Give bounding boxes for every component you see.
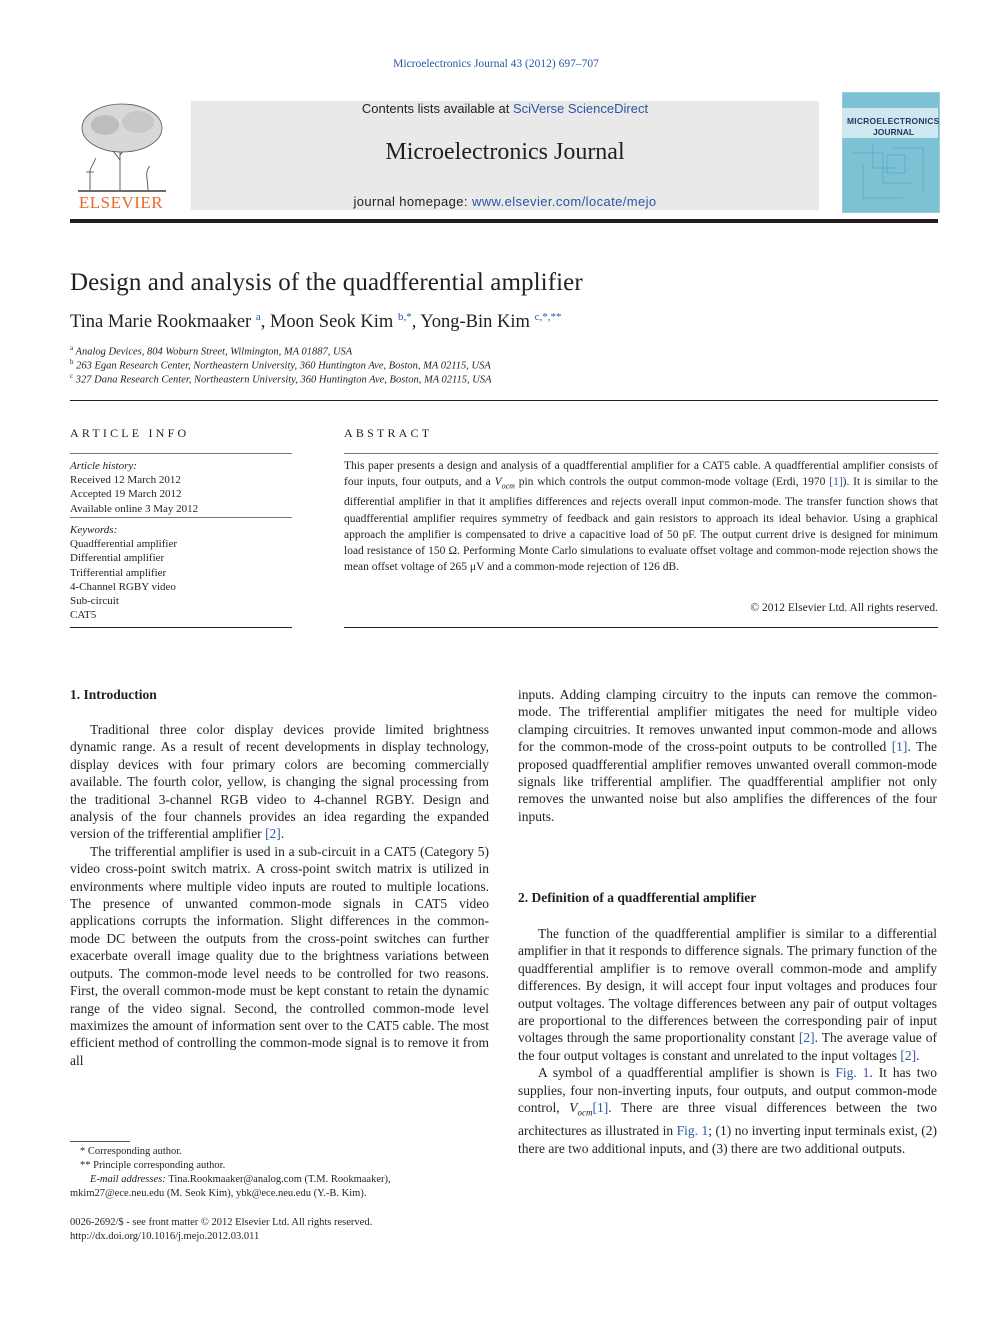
history-accepted: Accepted 19 March 2012: [70, 488, 182, 501]
email-label: E-mail addresses:: [90, 1174, 169, 1185]
journal-title: Microelectronics Journal: [385, 139, 625, 165]
history-divider: [70, 517, 292, 518]
contents-prefix: Contents lists available at: [361, 101, 513, 116]
journal-reference[interactable]: Microelectronics Journal 43 (2012) 697–707: [393, 58, 599, 70]
abstract-bottom-divider: [344, 627, 938, 628]
author-separator: ,: [260, 312, 270, 333]
email-line: [70, 1173, 489, 1187]
history-received: Received 12 March 2012: [70, 474, 181, 487]
paragraph: The trifferential amplifier is used in a sub-circuit in a CAT5 (Category 5) video cross-point switch matrix. A cross-point switch matrix is utilized in environments where multiple video inputs are routed to multiple locations. The presence of unwanted common-mode signals in CAT5 video applications corrupts the information. Slight differences in the common-mode DC between the outputs from the cross-point switches can further exacerbate overall image quality due to the brightness variations between outputs. The common-mode level needs to be controlled for two reasons. First, the overall common-mode must be kept constant to retain the dynamic range of the video signal. Second, the controlled common-mode level maximizes the amount of information sent over to the CAT5 cable. The most efficient method of controlling the common-mode signal is to remove it from all: [70, 843, 489, 1068]
keywords-label: Keywords:: [70, 524, 118, 536]
cover-title-line1: MICROELECTRONICS: [847, 116, 940, 126]
homepage-prefix: journal homepage:: [353, 194, 472, 209]
citation-link[interactable]: [1]: [592, 1100, 609, 1116]
history-label: Article history:: [70, 460, 137, 472]
affiliation-text: Analog Devices, 804 Woburn Street, Wilmington, MA 01887, USA: [75, 346, 353, 358]
text-run: ; (1) no inverting input terminals exist, (2) there are two additional inputs, and (3) there are two additional outputs.: [518, 1123, 937, 1156]
author-separator: ,: [411, 312, 421, 333]
author-name: Yong-Bin Kim: [420, 312, 530, 333]
footnote-corresponding: * Corresponding author.: [80, 1146, 182, 1157]
title-divider: [70, 400, 938, 401]
author-name: Tina Marie Rookmaaker: [70, 312, 252, 333]
history-online: Available online 3 May 2012: [70, 502, 199, 515]
vocm-symbol: [494, 476, 515, 491]
abstract-heading: ABSTRACT: [344, 426, 433, 440]
figure-link[interactable]: Fig. 1: [676, 1123, 709, 1139]
affiliation-text: 263 Egan Research Center, Northeastern University, 360 Huntington Ave, Boston, MA 02115, USA: [76, 360, 491, 372]
article-info-divider: [70, 453, 292, 454]
text-run: . There are three visual differences between the two architectures as illustrated in: [518, 1100, 937, 1139]
abstract-part: pin which controls the output common-mode voltage (Erdi, 1970: [514, 476, 830, 489]
citation-link[interactable]: [2]: [265, 826, 281, 842]
text-run: . The average value of the four output voltages is constant and unrelated to the input voltages: [518, 1030, 937, 1063]
cover-title-line2: JOURNAL: [873, 127, 915, 137]
citation-link[interactable]: [1]: [829, 476, 843, 489]
keywords-divider: [70, 627, 292, 628]
abstract-copyright: © 2012 Elsevier Ltd. All rights reserved.: [750, 602, 938, 614]
keyword-item: Differential amplifier: [70, 552, 165, 565]
right-column-continuation: [518, 686, 937, 825]
abstract-part: This paper presents a design and analysis of a quadfferential amplifier for a CAT5 cable. A quadfferential amplifier consists of four inputs, four outputs, and a: [344, 460, 938, 489]
sciencedirect-link[interactable]: SciVerse ScienceDirect: [512, 101, 649, 116]
footnote-rule: [70, 1141, 130, 1142]
footnote-principal: ** Principle corresponding author.: [80, 1160, 226, 1171]
vocm-sub: ocm: [577, 1107, 593, 1118]
paper-title: Design and analysis of the quadfferential amplifier: [70, 269, 583, 296]
article-history: [70, 459, 198, 516]
keyword-item: CAT5: [70, 609, 97, 622]
text-run: . It has two supplies, four non-inverting inputs, four outputs, and output common-mode control,: [518, 1065, 937, 1116]
footnotes: [70, 1145, 489, 1201]
keyword-item: Sub-circuit: [70, 595, 119, 608]
homepage-link[interactable]: www.elsevier.com/locate/mejo: [471, 194, 657, 209]
keyword-item: Quadfferential amplifier: [70, 538, 177, 551]
author-affiliation-mark[interactable]: c,*,**: [534, 311, 562, 323]
header-divider: [70, 219, 938, 223]
section-heading-introduction: 1. Introduction: [70, 687, 157, 702]
text-run: . The proposed quadfferential amplifier removes unwanted overall common-mode signals like trifferential amplifier. The quadfferential amplifier not only removes the unwanted noise but also amplifies the differences of the four inputs.: [518, 739, 937, 824]
keyword-item: Trifferential amplifier: [70, 566, 167, 579]
definition-text: [518, 925, 937, 1157]
affiliation-text: 327 Dana Research Center, Northeastern University, 360 Huntington Ave, Boston, MA 02115, USA: [75, 374, 492, 386]
email-addresses[interactable]: Tina.Rookmaaker@analog.com (T.M. Rookmaaker),: [168, 1174, 391, 1185]
text-run: A symbol of a quadfferential amplifier is shown is: [538, 1065, 836, 1081]
contents-line: [191, 101, 819, 116]
text-run: .: [280, 826, 285, 842]
figure-link[interactable]: Fig. 1: [835, 1065, 870, 1081]
abstract-part: ). It is similar to the differential amplifier in that it amplifies differences and rejects overall input common-mode. The transfer function shows that quadfferential amplifier requires symmetry of feedback and gain resistors to approach its ideal behavior. Using a graphical approach the amplifier is compensated to drive a capacitive load of 50 pF. The output current drive is designed for minimum load resistance of 150 Ω. Performing Monte Carlo simulations to evaluate offset voltage and common-mode rejection shows the mean offset voltage of 265 μV and a common-mode rejection of 126 dB.: [344, 476, 939, 573]
elsevier-wordmark: ELSEVIER: [78, 193, 164, 212]
article-info-heading: ARTICLE INFO: [70, 426, 190, 440]
email-line-2[interactable]: mkim27@ece.neu.edu (M. Seok Kim), ybk@ece.neu.edu (Y.-B. Kim).: [70, 1188, 367, 1199]
affiliation: [70, 372, 492, 386]
issn-line: 0026-2692/$ - see front matter © 2012 Elsevier Ltd. All rights reserved.: [70, 1217, 373, 1228]
citation-link[interactable]: [2]: [900, 1047, 917, 1063]
abstract-divider: [344, 453, 938, 454]
affiliation-mark: b: [70, 358, 74, 366]
text-run: Traditional three color display devices provide limited brightness dynamic range. As a result of recent developments in display technology, display devices with four primary colors are becoming commercially available. The fourth color, yellow, is changing the signal processing from the traditional 3-channel RGB video to 4-channel RGBY. Design and analysis of the four channels provides an idea regarding the expanded version of the trifferential amplifier: [70, 722, 489, 842]
section-heading-definition: 2. Definition of a quadfferential amplifier: [518, 890, 757, 905]
affiliation: [70, 344, 352, 358]
vocm-v: V: [494, 476, 502, 489]
author-name: Moon Seok Kim: [269, 312, 394, 333]
affiliation-mark: c: [70, 372, 74, 380]
keyword-item: 4-Channel RGBY video: [70, 580, 176, 593]
citation-link[interactable]: [2]: [798, 1030, 815, 1046]
front-matter: [70, 1216, 489, 1244]
author-affiliation-mark[interactable]: a: [255, 311, 261, 323]
paragraph: [518, 1064, 937, 1157]
vocm-v: V: [569, 1100, 578, 1116]
affiliation-mark: a: [70, 344, 74, 352]
paragraph: [518, 925, 937, 1064]
author-affiliation-mark[interactable]: b,*: [397, 311, 412, 323]
text-run: inputs. Adding clamping circuitry to the inputs can remove the common-mode. The trifferential amplifier mitigates the need for multiple video clamping circuitries. It removes unwanted input common-mode and allows for the common-mode of the cross-point outputs to be controlled: [518, 687, 937, 755]
homepage-line: [191, 194, 819, 209]
abstract-text: [344, 458, 938, 575]
affiliation: [70, 358, 491, 372]
citation-link[interactable]: [1]: [891, 739, 908, 755]
paragraph: [70, 721, 489, 843]
paragraph: [518, 686, 937, 825]
left-column-text: [70, 721, 489, 1069]
text-run: The function of the quadfferential amplifier is similar to a differential amplifier in that it responds to difference signals. The primary function of the quadfferential amplifier is to remove overall common-mode and amplify differences. By design, it will accept four input voltages and produces four output voltages. The voltage differences between any pair of output voltages are proportional to the differences between the corresponding pair of input voltages through the same proportionality constant: [518, 926, 937, 1046]
doi-link[interactable]: http://dx.doi.org/10.1016/j.mejo.2012.03.011: [70, 1231, 260, 1242]
author-list: [70, 311, 561, 333]
keywords: [70, 523, 177, 622]
text-run: .: [916, 1047, 920, 1063]
vocm-symbol: [569, 1100, 593, 1118]
vocm-sub: ocm: [501, 481, 515, 491]
